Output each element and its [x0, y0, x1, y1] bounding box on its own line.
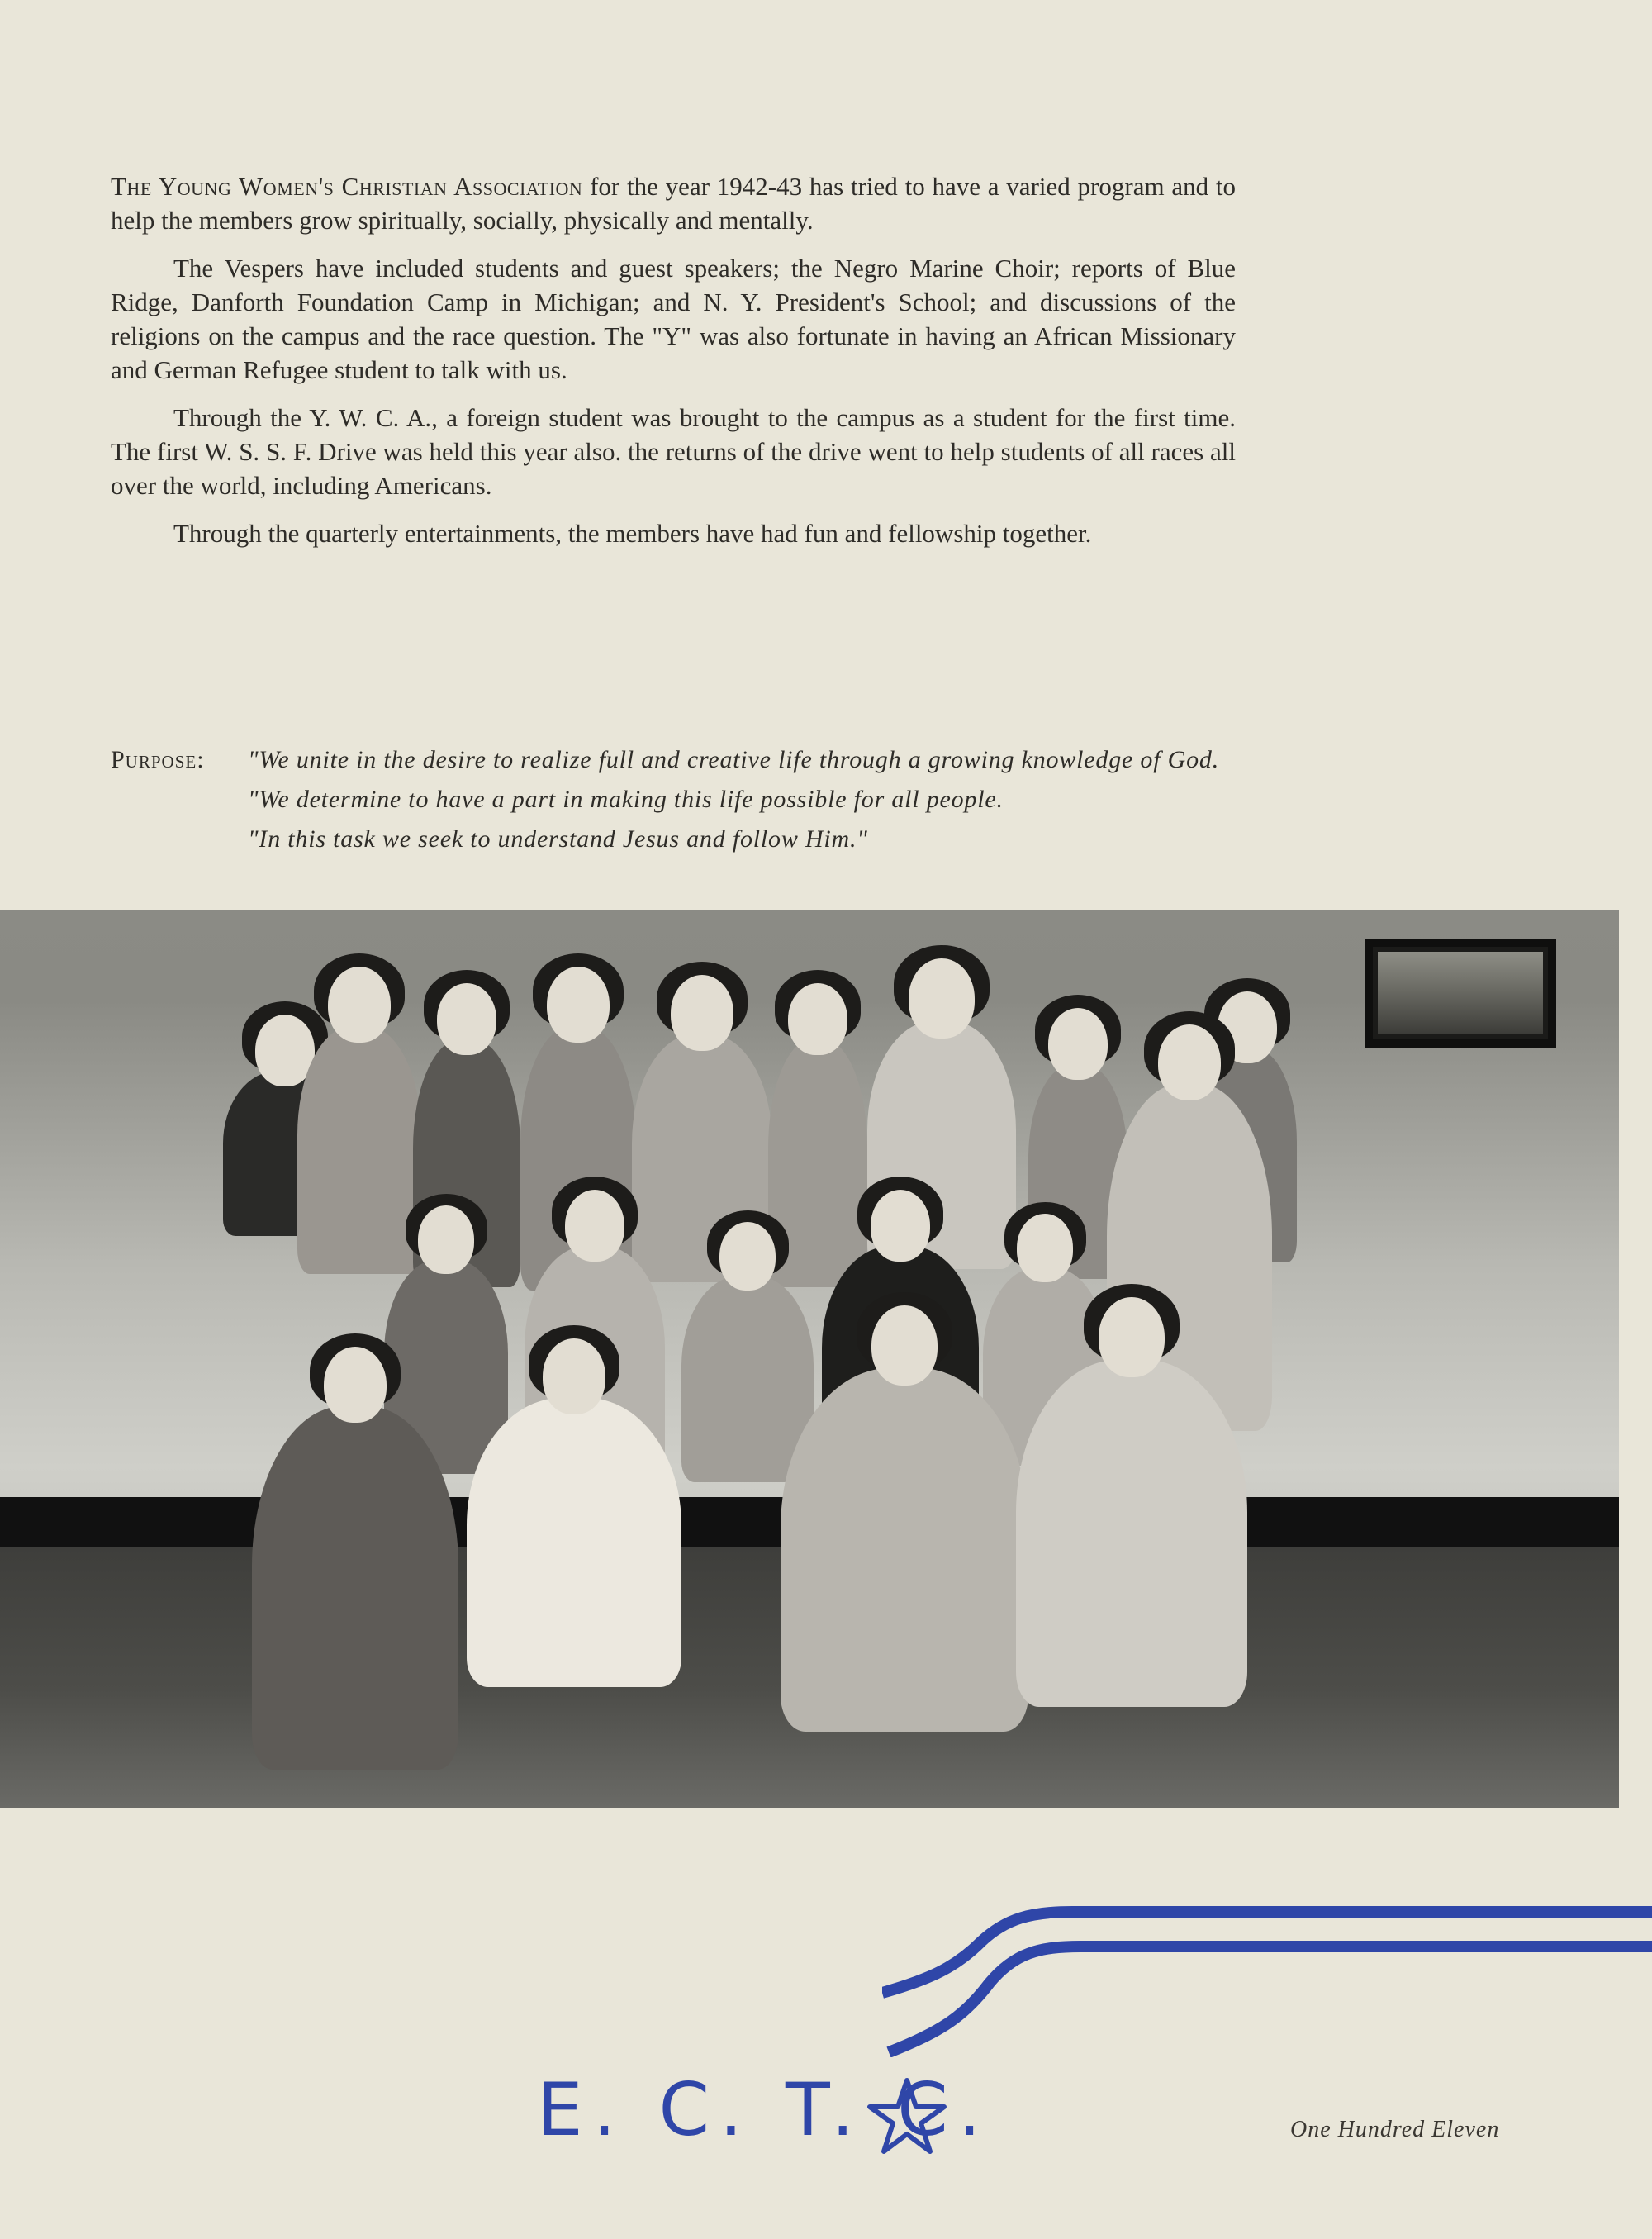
paragraph-1 — [111, 169, 1236, 237]
group-photo — [0, 910, 1619, 1808]
page-number: One Hundred Eleven — [1290, 2117, 1500, 2142]
purpose-lines — [248, 740, 1219, 859]
paragraph-2: The Vespers have included students and guest speakers; the Negro Marine Choir; reports of Blue Ridge, Danforth Foundation Camp in Michigan; and N. Y. President's School; and discussions of the religions on the campus and the race question. The "Y" was also fortunate in having an African Missionary and German Refugee student to talk with us. — [111, 254, 1236, 384]
wall-painting — [1365, 939, 1556, 1048]
purpose-line-1: "We unite in the desire to realize full and creative life through a growing knowledge of God. — [248, 746, 1220, 773]
ectc-logo: E. C. T. C. — [537, 2067, 991, 2152]
purpose-line-3: "In this task we seek to understand Jesus and follow Him." — [248, 825, 868, 853]
paragraph-3: Through the Y. W. C. A., a foreign student was brought to the campus as a student for the first time. The first W. S. S. F. Drive was held this year also. the returns of the drive went to help students of all races all over the world, including Americans. — [111, 403, 1236, 500]
purpose-line-2: "We determine to have a part in making this life possible for all people. — [248, 786, 1004, 813]
star-icon — [866, 2075, 948, 2158]
photo-person — [781, 1299, 1028, 1749]
article-body — [111, 169, 1236, 564]
organization-name: The Young Women's Christian Association — [111, 172, 583, 201]
paragraph-4: Through the quarterly entertainments, the members have had fun and fellowship together. — [173, 519, 1092, 548]
paragraph-1-text: for the year 1942-43 has tried to have a varied program and to help the members grow spiritually, socially, physically and mentally. — [111, 172, 1236, 235]
purpose-label: Purpose: — [111, 746, 205, 773]
photo-person — [1016, 1291, 1247, 1724]
photo-person — [467, 1332, 681, 1704]
blue-wave-ornament — [882, 1900, 1652, 2057]
photo-person — [252, 1340, 458, 1786]
